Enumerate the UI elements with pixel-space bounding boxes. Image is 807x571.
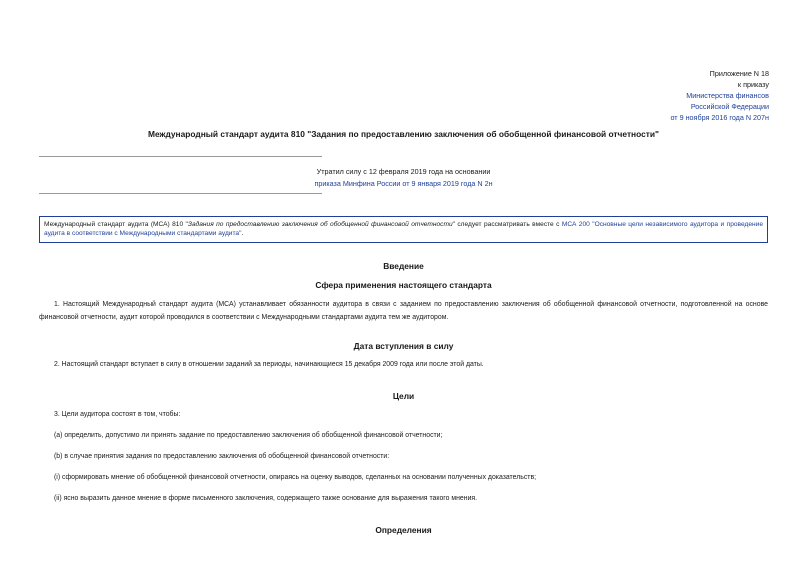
related-standard-note — [39, 216, 768, 243]
heading-objectives: Цели — [392, 391, 415, 401]
isa-200-link[interactable]: МСА 200 "Основные цели независимого аудитора и проведение аудита в соответствии с Международными стандартами аудита" — [44, 221, 763, 238]
top-divider — [39, 156, 322, 157]
paragraph-1: 1. Настоящий Международный стандарт аудита (МСА) устанавливает обязанности аудитора в связи с заданием по предоставлению заключения об обобщенной финансовой отчетности, подготовленной на основе финансовой отчетности, аудит которой проводился в соответствии с Международными стандартами аудита тем же аудитором. — [39, 301, 768, 321]
paragraph-3: 3. Цели аудитора состоят в том, чтобы: — [54, 411, 181, 418]
note-italic-title: Задания по предоставлению заключения об обобщенной финансовой отчетности — [187, 221, 453, 228]
heading-definitions: Определения — [375, 525, 432, 535]
federation-link[interactable]: Российской Федерации — [690, 102, 769, 111]
heading-effective-date: Дата вступления в силу — [353, 341, 454, 351]
objective-item-b: (b) в случае принятия задания по предоставлению заключения об обобщенной финансовой отчетности: — [54, 453, 390, 460]
repeal-order-link[interactable]: приказа Минфина России от 9 января 2019 года N 2н — [314, 179, 493, 188]
paragraph-2: 2. Настоящий стандарт вступает в силу в отношении заданий за периоды, начинающиеся 15 декабря 2009 года или после этой даты. — [54, 361, 484, 368]
note-text-end: . — [241, 230, 244, 238]
repeal-text: Утратил силу с 12 февраля 2019 года на основании — [316, 167, 491, 176]
order-date-link[interactable]: от 9 ноября 2016 года N 207н — [670, 113, 769, 122]
heading-scope: Сфера применения настоящего стандарта — [315, 280, 492, 290]
bottom-divider — [39, 193, 322, 194]
objective-item-i: (i) сформировать мнение об обобщенной финансовой отчетности, опираясь на оценку выводов, сделанных на основании полученных доказательств; — [54, 474, 537, 481]
heading-introduction: Введение — [383, 261, 424, 271]
repeal-notice — [0, 166, 807, 190]
order-reference-block — [670, 68, 769, 123]
objective-item-ii: (ii) ясно выразить данное мнение в форме письменного заключения, содержащего также основание для выражения такого мнения. — [54, 495, 478, 502]
order-label: к приказу — [737, 80, 769, 89]
ministry-link[interactable]: Министерства финансов — [686, 91, 769, 100]
appendix-number: Приложение N 18 — [709, 69, 769, 78]
objective-item-a: (a) определить, допустимо ли принять задание по предоставлению заключения об обобщенной финансовой отчетности; — [54, 432, 443, 439]
note-text-middle: " следует рассматривать вместе с — [452, 221, 562, 228]
note-text-start: Международный стандарт аудита (МСА) 810 " — [44, 221, 188, 228]
document-title: Международный стандарт аудита 810 "Задания по предоставлению заключения об обобщенной финансовой отчетности" — [148, 129, 659, 139]
